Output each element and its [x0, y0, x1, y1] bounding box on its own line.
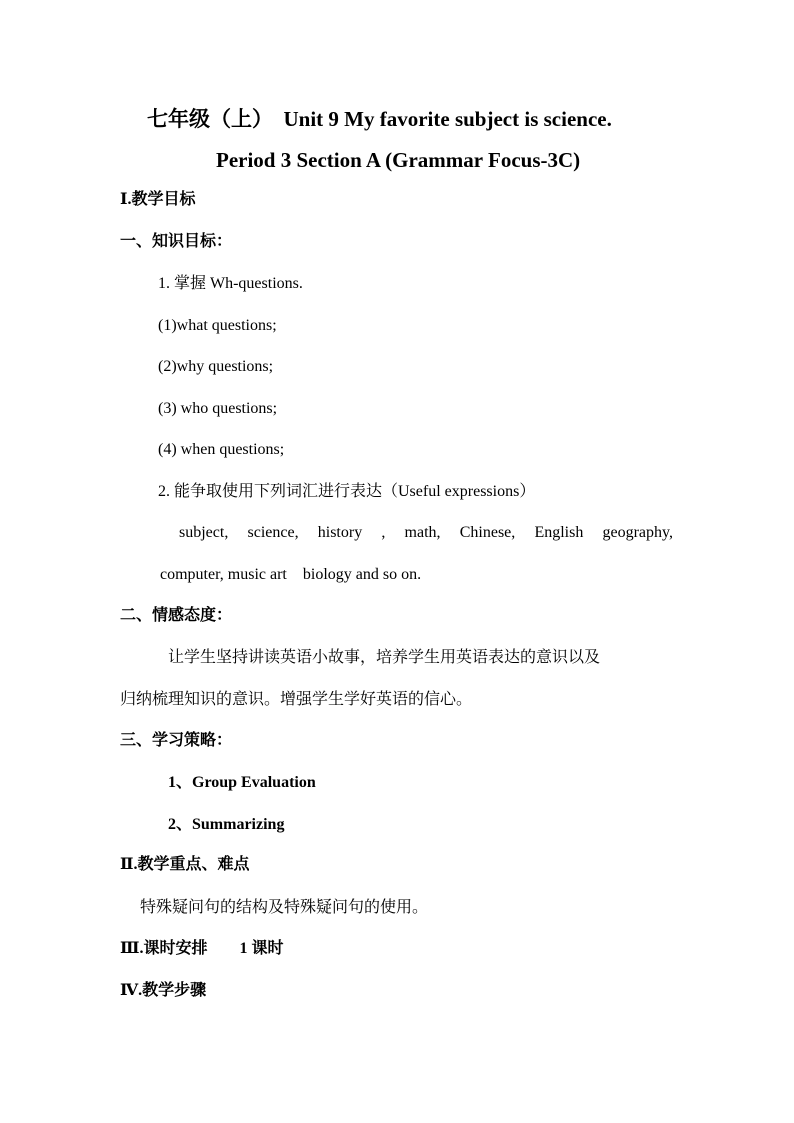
title-line-1: 七年级（上） Unit 9 My favorite subject is science. [147, 107, 612, 131]
section-2-content: 特殊疑问句的结构及特殊疑问句的使用。 [140, 899, 429, 916]
section-3-heading: Ⅲ.课时安排 1 课时 [120, 940, 284, 957]
vocab-word: math, [404, 524, 441, 541]
vocab-word: English [534, 524, 584, 541]
strategy-heading: 三、学习策略： [120, 732, 233, 749]
knowledge-item: (3) who questions; [158, 400, 278, 417]
vocab-word: geography, [602, 524, 673, 541]
attitude-paragraph-line-2: 归纳梳理知识的意识。增强学生学好英语的信心。 [120, 691, 473, 708]
knowledge-item: (1)what questions; [158, 317, 277, 334]
strategy-item: 2、Summarizing [168, 816, 285, 833]
title-line-2: Period 3 Section A (Grammar Focus-3C) [216, 148, 581, 172]
vocab-line-2: computer, music art biology and so on. [160, 566, 422, 583]
section-1-heading: Ⅰ.教学目标 [120, 191, 196, 208]
attitude-heading: 二、情感态度： [120, 607, 233, 624]
strategy-item: 1、Group Evaluation [168, 774, 316, 791]
knowledge-item: (4) when questions; [158, 441, 285, 458]
vocab-word: subject, [179, 524, 229, 541]
vocab-word: history [317, 524, 363, 541]
vocab-word: science, [247, 524, 299, 541]
attitude-paragraph-line-1: 让学生坚持讲读英语小故事，培养学生用英语表达的意识以及 [168, 649, 601, 666]
section-2-heading: Ⅱ.教学重点、难点 [120, 856, 250, 873]
knowledge-heading: 一、知识目标： [120, 233, 233, 250]
vocab-word: Chinese, [459, 524, 516, 541]
section-4-heading: Ⅳ.教学步骤 [120, 982, 207, 999]
knowledge-item: (2)why questions; [158, 358, 274, 375]
knowledge-item: 1. 掌握 Wh-questions. [158, 275, 303, 292]
knowledge-item: 2. 能争取使用下列词汇进行表达（Useful expressions） [158, 483, 536, 500]
vocab-word: , [381, 524, 386, 541]
vocab-line-1 [179, 523, 673, 543]
